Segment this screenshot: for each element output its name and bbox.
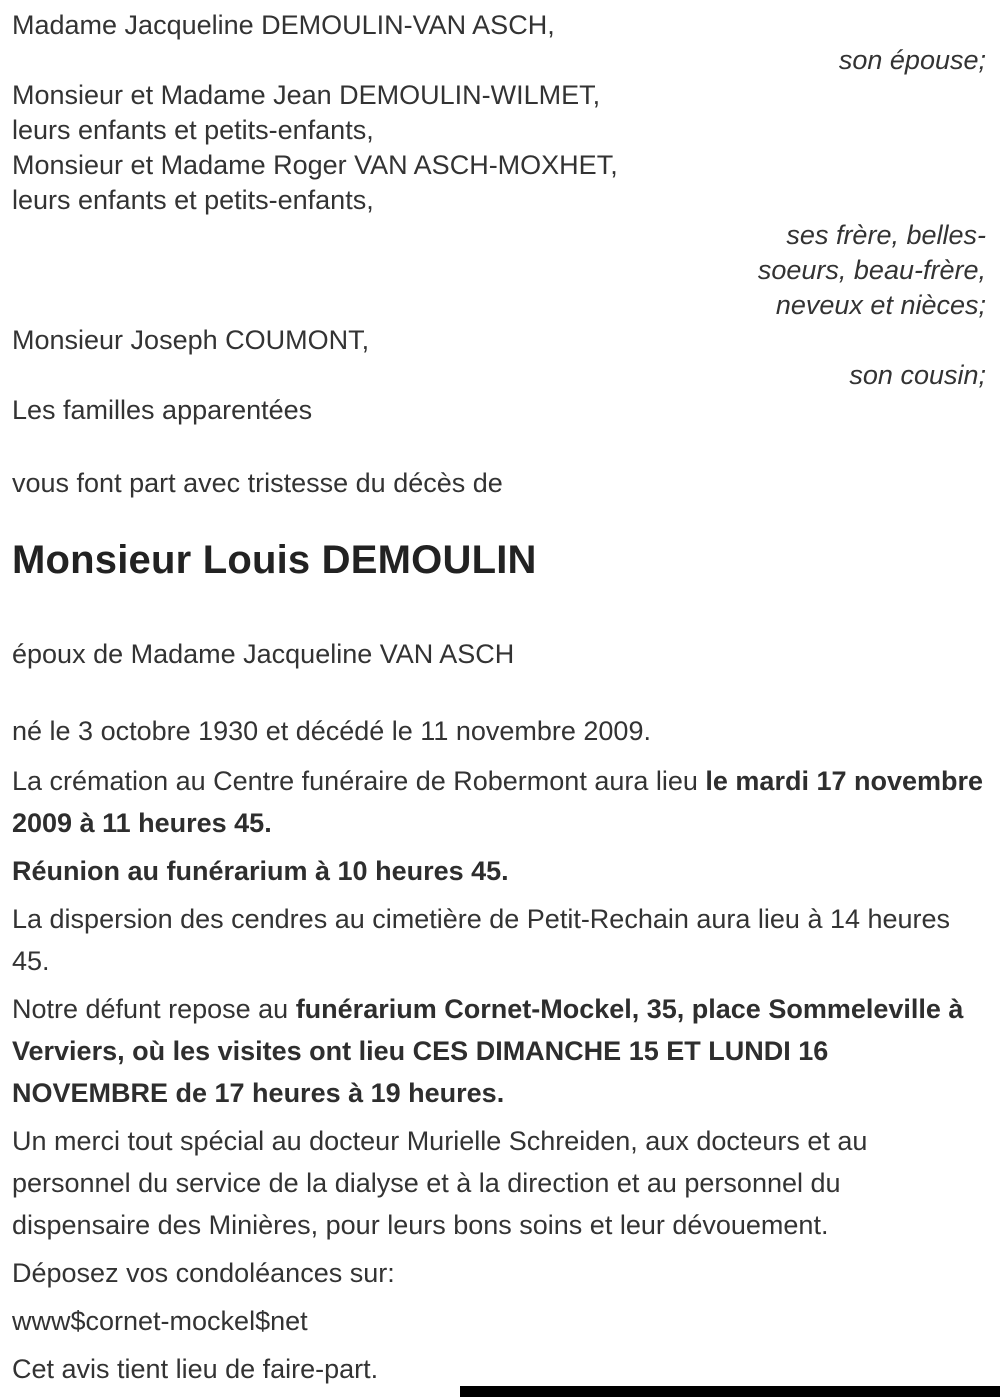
announcement-intro: vous font part avec tristesse du décès de bbox=[12, 468, 503, 498]
ceremony-details-section bbox=[12, 760, 986, 1390]
relation-wife: son épouse; bbox=[838, 45, 986, 75]
reunion-paragraph: Réunion au funérarium à 10 heures 45. bbox=[12, 856, 509, 886]
family-line-jean-children: leurs enfants et petits-enfants, bbox=[12, 115, 374, 145]
relation-siblings-2: soeurs, beau-frère, bbox=[757, 255, 986, 285]
repose-paragraph bbox=[12, 988, 986, 1114]
footer-note: Cet avis tient lieu de faire-part. bbox=[12, 1354, 379, 1384]
deceased-name-title: Monsieur Louis DEMOULIN bbox=[12, 538, 537, 582]
family-line-roger: Monsieur et Madame Roger VAN ASCH-MOXHET, bbox=[12, 150, 618, 180]
relation-cousin: son cousin; bbox=[849, 360, 986, 390]
family-line-jean: Monsieur et Madame Jean DEMOULIN-WILMET, bbox=[12, 80, 601, 110]
repose-location-bold: funérarium Cornet-Mockel, 35, place Sommeleville à Verviers, où les visites ont lieu CES DIMANCHE 15 ET LUNDI 16 NOVEMBRE de 17 heures à 19 heures. bbox=[12, 994, 964, 1108]
spouse-line: époux de Madame Jacqueline VAN ASCH bbox=[12, 639, 515, 669]
relation-siblings-1: ses frère, belles- bbox=[786, 220, 986, 250]
cremation-text: La crémation au Centre funéraire de Robermont aura lieu bbox=[12, 766, 706, 796]
announcement-section bbox=[12, 464, 986, 752]
thanks-paragraph: Un merci tout spécial au docteur Murielle Schreiden, aux docteurs et au personnel du service de la dialyse et à la direction et au personnel du dispensaire des Minières, pour leurs bons soins et leur dévouement. bbox=[12, 1126, 868, 1240]
repose-text: Notre défunt repose au bbox=[12, 994, 296, 1024]
family-line-cousin: Monsieur Joseph COUMONT, bbox=[12, 325, 370, 355]
condolences-site: www$cornet-mockel$net bbox=[12, 1306, 308, 1336]
cremation-paragraph bbox=[12, 760, 986, 844]
dispersion-paragraph: La dispersion des cendres au cimetière de Petit-Rechain aura lieu à 14 heures 45. bbox=[12, 904, 951, 976]
relation-siblings-3: neveux et nièces; bbox=[775, 290, 986, 320]
bottom-bar-decoration bbox=[460, 1386, 1000, 1397]
family-line-roger-children: leurs enfants et petits-enfants, bbox=[12, 185, 374, 215]
family-section bbox=[12, 8, 986, 428]
family-line-wife: Madame Jacqueline DEMOULIN-VAN ASCH, bbox=[12, 10, 555, 40]
condolences-label: Déposez vos condoléances sur: bbox=[12, 1258, 395, 1288]
cremation-date-bold: le mardi 17 novembre 2009 à 11 heures 45. bbox=[12, 766, 984, 838]
family-line-related-families: Les familles apparentées bbox=[12, 395, 313, 425]
birth-death-line: né le 3 octobre 1930 et décédé le 11 novembre 2009. bbox=[12, 716, 651, 746]
